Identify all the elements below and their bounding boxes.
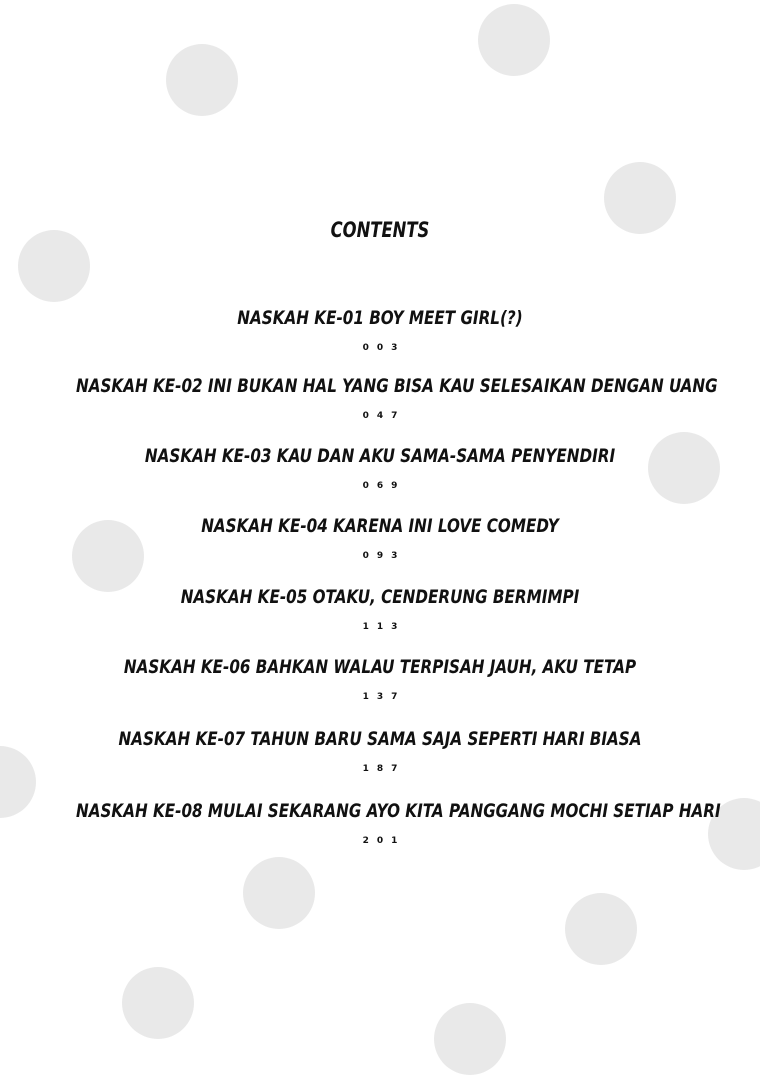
decorative-dot (166, 44, 238, 116)
toc-entry (0, 375, 760, 421)
chapter-title: NASKAH KE-07 TAHUN BARU SAMA SAJA SEPERTI HARI BIASA (118, 728, 642, 750)
chapter-title: NASKAH KE-06 BAHKAN WALAU TERPISAH JAUH, AKU TETAP (123, 656, 637, 678)
toc-entry (0, 586, 760, 632)
toc-entry (0, 307, 760, 353)
decorative-dot (565, 893, 637, 965)
chapter-title: NASKAH KE-05 OTAKU, CENDERUNG BERMIMPI (180, 586, 580, 608)
toc-entry (0, 445, 760, 491)
chapter-page-number: 003 (362, 343, 406, 353)
decorative-dot (122, 967, 194, 1039)
chapter-page-number: 069 (362, 481, 406, 491)
toc-entry (0, 728, 760, 774)
toc-entry (0, 656, 760, 702)
decorative-dot (18, 230, 90, 302)
chapter-page-number: 113 (362, 622, 406, 632)
toc-entry (0, 800, 760, 846)
chapter-title: NASKAH KE-08 MULAI SEKARANG AYO KITA PANGGANG MOCHI SETIAP HARI (76, 800, 721, 822)
chapter-title: NASKAH KE-03 KAU DAN AKU SAMA-SAMA PENYENDIRI (144, 445, 616, 467)
chapter-page-number: 047 (362, 411, 406, 421)
toc-entry (0, 515, 760, 561)
chapter-title: NASKAH KE-02 INI BUKAN HAL YANG BISA KAU SELESAIKAN DENGAN UANG (76, 375, 718, 397)
chapter-title: NASKAH KE-04 KARENA INI LOVE COMEDY (201, 515, 559, 537)
chapter-title: NASKAH KE-01 BOY MEET GIRL(?) (237, 307, 523, 329)
chapter-page-number: 187 (362, 764, 406, 774)
chapter-page-number: 137 (362, 692, 406, 702)
decorative-dot (243, 857, 315, 929)
chapter-page-number: 093 (362, 551, 406, 561)
contents-heading: CONTENTS (330, 218, 430, 242)
decorative-dot (434, 1003, 506, 1075)
chapter-page-number: 201 (362, 836, 406, 846)
decorative-dot (478, 4, 550, 76)
